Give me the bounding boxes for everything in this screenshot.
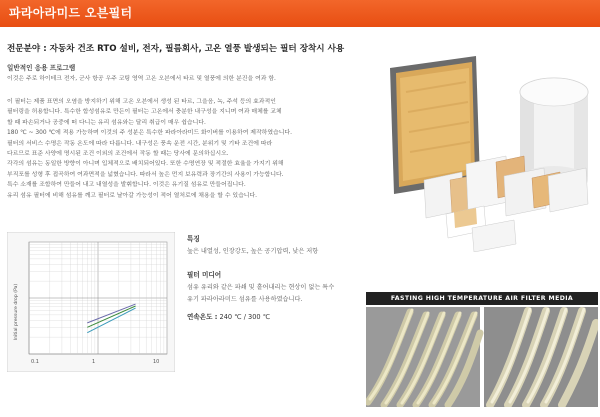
field-label: 전문분야 : [7, 44, 47, 54]
media-banner: FASTING HIGH TEMPERATURE AIR FILTER MEDIA [366, 292, 598, 305]
media-line: 유기 파라아라미드 섬유를 사용하였습니다. [187, 296, 303, 303]
field-line [7, 42, 407, 54]
media-heading: 필터 미디어 [187, 271, 222, 279]
chart-x-tick: 10 [153, 359, 160, 365]
description-line: 부직포를 성형 후 접곡하여 여과면적을 넓혔습니다. 따라서 높은 먼지 보유력과 장기간의 사용이 가능합니다. [7, 171, 284, 178]
field-text: 자동차 건조 RTO 설비, 전자, 필름회사, 고온 열풍 발생되는 필터 장착시 사용 [49, 44, 345, 54]
description-line: 다르므로 표준 사양에 명시된 조건 이외의 조건에서 작동 할 때는 당사에 문의하십시오. [7, 151, 229, 158]
applications-text: 이것은 주로 하이테크 전자, 군사 항공 우주 코팅 영역 고온 오븐에서 타르 및 열풍에 의한 분진을 여과 함. [7, 76, 276, 82]
description-paragraph [7, 97, 369, 201]
description-line: 필터링을 허용합니다. 특수한 합성섬유로 만든이 필터는 고온에서 충분한 내구성을 지니며 여과 매체를 교체 [7, 109, 282, 116]
filter-media-images [366, 307, 598, 407]
chart-x-tick: 1 [92, 359, 96, 365]
description-line: 할 때 파손되거나 공중에 떠 다니는 유리 섬유와는 달리 취급이 매우 쉽습니다. [7, 119, 206, 126]
description-line: 이 필터는 제품 표면의 오염을 방지하기 위해 고온 오븐에서 생성 된 타르, 그을음, 녹, 주석 등의 효과적인 [7, 99, 276, 105]
media-line: 섬유 유리와 같은 파쇄 및 흩어내리는 현상이 없는 특수 [187, 284, 335, 291]
pressure-drop-chart [7, 232, 175, 372]
description-line: 유리 섬유 필터에 비해 섬유를 깨고 필터로 날아갈 가능성이 적어 열처로에 채용을 할 수 있습니다. [7, 192, 258, 199]
description-line: 특수 소재를 조합하여 만들어 내고 내열성을 발휘합니다. 이것은 유기질 섬유로 만들어집니다. [7, 182, 246, 189]
temperature-label: 연속온도 : [187, 313, 218, 321]
applications-heading: 일반적인 응용 프로그램 [7, 64, 76, 72]
page-title: 파라아라미드 오븐필터 [0, 0, 600, 27]
chart-svg [7, 232, 175, 372]
features-text: 높은 내열성, 인장강도, 높은 공기압력, 낮은 저항 [187, 248, 319, 255]
description-line: 필터의 서비스 수명은 작동 온도에 따라 다릅니다. 내구성은 풍속 운전 시간, 분위기 및 기타 조건에 따라 [7, 140, 273, 147]
oven-filter-product-image [384, 52, 596, 252]
description-line: 180 ℃ ~ 300 ℃에 적용 가능하며 이것의 주 성분은 특수한 파라아라미드 화이버를 이용하여 제작하였습니다. [7, 130, 292, 137]
temperature-section [187, 311, 367, 321]
chart-x-tick: 0.1 [31, 359, 39, 365]
features-heading: 특징 [187, 235, 200, 243]
description-line: 각각의 섬유는 동일한 방향이 아니며 입체적으로 배치되어있다. 또한 수명연장 및 적절한 효율을 가지기 위해 [7, 161, 284, 168]
media-section [187, 269, 367, 303]
features-section [187, 233, 367, 255]
chart-y-label: Initial pressure drop (Pa) [14, 283, 19, 341]
temperature-value: 240 ℃ / 300 ℃ [219, 313, 271, 321]
